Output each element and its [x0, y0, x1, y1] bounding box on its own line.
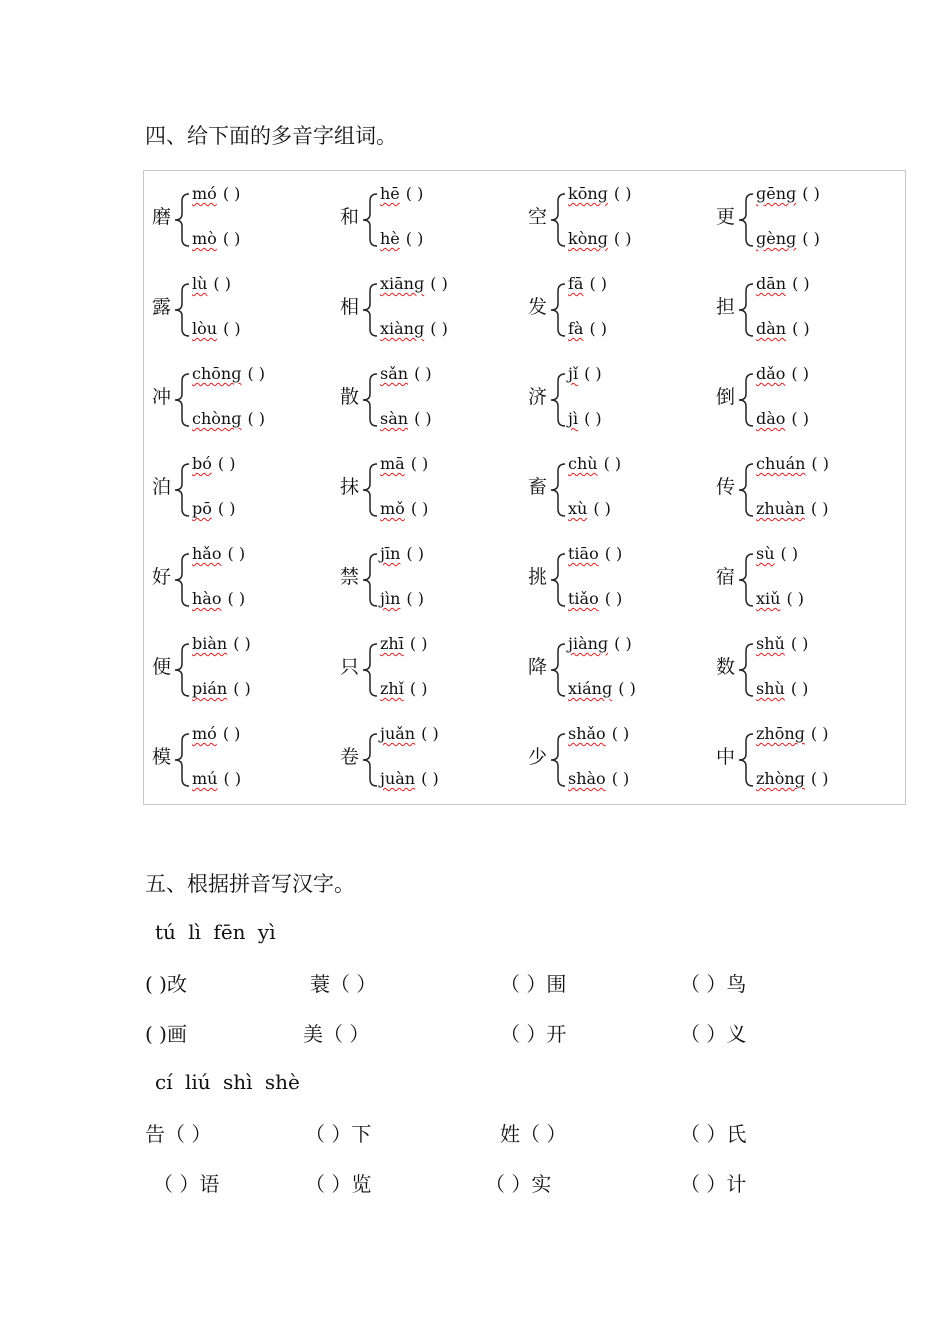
polyphone-cell	[146, 443, 334, 533]
answer-blank[interactable]: ( )	[421, 769, 439, 788]
reading-line	[756, 364, 809, 383]
pinyin-reading: mó	[192, 184, 217, 203]
pinyin-reading: dān	[756, 274, 787, 293]
polyphone-char: 担	[716, 296, 736, 318]
polyphone-char: 更	[716, 206, 736, 228]
answer-blank[interactable]: ( )	[810, 724, 829, 743]
polyphone-cell	[334, 443, 522, 533]
polyphone-cell	[146, 353, 334, 443]
polyphone-cell	[710, 533, 898, 623]
reading-line	[380, 229, 423, 248]
reading-line	[192, 274, 231, 293]
reading-line	[756, 184, 820, 203]
polyphone-cell	[710, 623, 898, 713]
reading-line	[568, 319, 607, 338]
polyphone-char: 济	[528, 386, 548, 408]
polyphone-char: 中	[716, 746, 736, 768]
answer-blank[interactable]: ( )	[227, 544, 246, 563]
reading-line	[756, 319, 810, 338]
answer-blank[interactable]: ( )	[421, 724, 439, 743]
reading-line	[756, 769, 829, 788]
answer-blank[interactable]: ( )	[217, 454, 236, 473]
answer-blank[interactable]: ( )	[780, 544, 799, 563]
pinyin-reading: jiànɡ	[568, 634, 609, 653]
reading-line	[568, 769, 629, 788]
polyphone-char: 模	[152, 746, 172, 768]
polyphone-cell	[522, 263, 710, 353]
answer-blank[interactable]: ( )	[810, 499, 829, 518]
answer-blank[interactable]: ( )	[786, 589, 805, 608]
answer-blank[interactable]: ( )	[222, 184, 241, 203]
pinyin-reading: zhī	[380, 634, 404, 653]
pinyin-reading: ɡènɡ	[756, 229, 797, 248]
polyphone-char: 降	[528, 656, 548, 678]
blank-item[interactable]: （ ）览	[305, 1172, 372, 1196]
polyphone-char: 便	[152, 656, 172, 678]
answer-blank[interactable]: ( )	[233, 634, 251, 653]
brace-icon	[361, 192, 379, 248]
polyphone-cell	[710, 263, 898, 353]
polyphone-cell	[522, 173, 710, 263]
polyphone-cell	[710, 173, 898, 263]
polyphone-cell	[522, 443, 710, 533]
section4-title: 四、给下面的多音字组词。	[145, 124, 397, 148]
brace-icon	[361, 642, 379, 698]
brace-icon	[737, 192, 755, 248]
polyphone-cell	[334, 713, 522, 803]
reading-line	[192, 319, 241, 338]
answer-blank[interactable]: ( )	[584, 364, 602, 383]
answer-blank[interactable]: ( )	[223, 319, 241, 338]
reading-line	[756, 229, 820, 248]
reading-line	[568, 544, 622, 563]
pinyin-reading: dào	[756, 409, 786, 428]
reading-line	[192, 679, 251, 698]
blank-item[interactable]: （ ）围	[500, 972, 567, 996]
blank-item[interactable]: （ ）下	[305, 1122, 372, 1146]
reading-line	[380, 499, 428, 518]
brace-icon	[173, 192, 191, 248]
brace-icon	[737, 282, 755, 338]
pinyin-reading: shǎo	[568, 724, 606, 743]
polyphone-cell	[522, 353, 710, 443]
pinyin-reading: juǎn	[380, 724, 416, 743]
polyphone-grid	[143, 170, 906, 805]
polyphone-cell	[522, 713, 710, 803]
answer-blank[interactable]: ( )	[604, 544, 623, 563]
polyphone-cell	[710, 443, 898, 533]
answer-blank[interactable]: ( )	[233, 679, 251, 698]
pinyin-reading: kōnɡ	[568, 184, 608, 203]
answer-blank[interactable]: ( )	[604, 589, 623, 608]
pinyin-reading: hào	[192, 589, 222, 608]
answer-blank[interactable]: ( )	[406, 544, 424, 563]
pinyin-row-2: cí liú shì shè	[155, 1070, 300, 1094]
reading-line	[380, 454, 428, 473]
reading-line	[380, 319, 448, 338]
brace-icon	[173, 732, 191, 788]
pinyin-reading: zhōnɡ	[756, 724, 805, 743]
polyphone-char: 抹	[340, 476, 360, 498]
blank-item[interactable]: （ ）计	[680, 1172, 747, 1196]
polyphone-cell	[146, 533, 334, 623]
reading-line	[568, 499, 611, 518]
pinyin-reading: jì	[568, 409, 579, 428]
polyphone-char: 空	[528, 206, 548, 228]
answer-blank[interactable]: ( )	[589, 274, 608, 293]
polyphone-char: 挑	[528, 566, 548, 588]
pinyin-reading: sù	[756, 544, 775, 563]
reading-line	[568, 229, 631, 248]
reading-line	[380, 769, 439, 788]
brace-icon	[549, 552, 567, 608]
polyphone-cell	[334, 533, 522, 623]
polyphone-char: 传	[716, 476, 736, 498]
reading-line	[192, 499, 235, 518]
answer-blank[interactable]: ( )	[414, 364, 432, 383]
pinyin-reading: kònɡ	[568, 229, 608, 248]
brace-icon	[361, 372, 379, 428]
blank-item[interactable]: （ ）开	[500, 1022, 567, 1046]
blank-item[interactable]: （ ）实	[485, 1172, 552, 1196]
pinyin-reading: zhuàn	[756, 499, 805, 518]
pinyin-reading: xiànɡ	[380, 319, 425, 338]
reading-line	[756, 544, 798, 563]
blank-item[interactable]: ( )改	[145, 972, 187, 996]
pinyin-reading: jǐ	[568, 364, 579, 383]
reading-line	[756, 409, 809, 428]
reading-line	[756, 499, 828, 518]
pinyin-reading: mā	[380, 454, 405, 473]
pinyin-reading: chōnɡ	[192, 364, 242, 383]
answer-blank[interactable]: ( )	[223, 769, 242, 788]
brace-icon	[737, 642, 755, 698]
brace-icon	[549, 372, 567, 428]
pinyin-reading: chuán	[756, 454, 806, 473]
reading-line	[568, 679, 636, 698]
polyphone-cell	[146, 623, 334, 713]
answer-blank[interactable]: ( )	[227, 589, 246, 608]
reading-line	[756, 454, 829, 473]
answer-blank[interactable]: ( )	[790, 679, 809, 698]
polyphone-char: 发	[528, 296, 548, 318]
polyphone-char: 冲	[152, 386, 172, 408]
answer-blank[interactable]: ( )	[802, 184, 820, 203]
polyphone-char: 散	[340, 386, 360, 408]
polyphone-char: 倒	[716, 386, 736, 408]
answer-blank[interactable]: ( )	[593, 499, 611, 518]
answer-blank[interactable]: ( )	[213, 274, 231, 293]
blank-item[interactable]: （ ）氏	[680, 1122, 747, 1146]
section5-title: 五、根据拼音写汉字。	[145, 872, 355, 896]
answer-blank[interactable]: ( )	[790, 634, 809, 653]
pinyin-reading: shào	[568, 769, 606, 788]
polyphone-cell	[334, 173, 522, 263]
pinyin-reading: shù	[756, 679, 785, 698]
polyphone-char: 宿	[716, 566, 736, 588]
reading-line	[380, 634, 427, 653]
answer-blank[interactable]: ( )	[406, 589, 424, 608]
pinyin-reading: mó	[192, 724, 217, 743]
polyphone-cell	[146, 263, 334, 353]
blank-item[interactable]: 姓（ ）	[500, 1122, 567, 1146]
reading-line	[192, 229, 240, 248]
brace-icon	[361, 282, 379, 338]
answer-blank[interactable]: ( )	[222, 229, 241, 248]
answer-blank[interactable]: ( )	[810, 769, 829, 788]
polyphone-cell	[710, 713, 898, 803]
pinyin-reading: jìn	[380, 589, 401, 608]
blank-item[interactable]: （ ）语	[153, 1172, 220, 1196]
answer-blank[interactable]: ( )	[409, 634, 428, 653]
pinyin-reading: mú	[192, 769, 218, 788]
polyphone-cell	[522, 623, 710, 713]
answer-blank[interactable]: ( )	[247, 364, 266, 383]
answer-blank[interactable]: ( )	[217, 499, 236, 518]
blank-item[interactable]: 告（ ）	[145, 1122, 212, 1146]
reading-line	[568, 724, 629, 743]
pinyin-reading: dàn	[756, 319, 787, 338]
brace-icon	[549, 282, 567, 338]
answer-blank[interactable]: ( )	[791, 364, 809, 383]
reading-line	[380, 544, 424, 563]
reading-line	[756, 634, 808, 653]
answer-blank[interactable]: ( )	[405, 229, 424, 248]
answer-blank[interactable]: ( )	[802, 229, 820, 248]
reading-line	[380, 409, 432, 428]
blank-item[interactable]: ( )画	[145, 1022, 187, 1046]
reading-line	[756, 589, 804, 608]
pinyin-reading: juàn	[380, 769, 416, 788]
reading-line	[192, 409, 265, 428]
reading-line	[192, 184, 240, 203]
blank-item[interactable]: （ ）义	[680, 1022, 747, 1046]
blank-item[interactable]: 蓑（ ）	[310, 972, 377, 996]
pinyin-reading: lòu	[192, 319, 218, 338]
answer-blank[interactable]: ( )	[430, 319, 448, 338]
brace-icon	[173, 282, 191, 338]
answer-blank[interactable]: ( )	[791, 409, 809, 428]
pinyin-reading: dǎo	[756, 364, 786, 383]
answer-blank[interactable]: ( )	[430, 274, 448, 293]
reading-line	[756, 274, 810, 293]
polyphone-cell	[334, 263, 522, 353]
polyphone-cell	[146, 713, 334, 803]
answer-blank[interactable]: ( )	[811, 454, 829, 473]
reading-line	[380, 589, 424, 608]
brace-icon	[361, 732, 379, 788]
polyphone-cell	[334, 623, 522, 713]
reading-line	[756, 679, 808, 698]
answer-blank[interactable]: ( )	[611, 769, 630, 788]
reading-line	[380, 364, 432, 383]
polyphone-char: 和	[340, 206, 360, 228]
polyphone-char: 好	[152, 566, 172, 588]
pinyin-reading: chù	[568, 454, 598, 473]
polyphone-cell	[710, 353, 898, 443]
answer-blank[interactable]: ( )	[409, 679, 428, 698]
blank-item[interactable]: （ ）鸟	[680, 972, 747, 996]
brace-icon	[737, 732, 755, 788]
polyphone-cell	[334, 353, 522, 443]
answer-blank[interactable]: ( )	[410, 499, 429, 518]
answer-blank[interactable]: ( )	[792, 319, 810, 338]
polyphone-char: 只	[340, 656, 360, 678]
pinyin-reading: bó	[192, 454, 212, 473]
pinyin-reading: tiāo	[568, 544, 599, 563]
brace-icon	[737, 372, 755, 428]
pinyin-reading: pián	[192, 679, 228, 698]
polyphone-char: 泊	[152, 476, 172, 498]
pinyin-reading: xù	[568, 499, 588, 518]
brace-icon	[549, 192, 567, 248]
reading-line	[568, 364, 602, 383]
answer-blank[interactable]: ( )	[611, 724, 630, 743]
pinyin-reading: chònɡ	[192, 409, 242, 428]
brace-icon	[173, 552, 191, 608]
pinyin-reading: tiǎo	[568, 589, 599, 608]
pinyin-reading: jīn	[380, 544, 401, 563]
brace-icon	[737, 462, 755, 518]
answer-blank[interactable]: ( )	[405, 184, 424, 203]
answer-blank[interactable]: ( )	[613, 184, 632, 203]
reading-line	[568, 589, 622, 608]
reading-line	[380, 184, 423, 203]
reading-line	[192, 724, 240, 743]
reading-line	[568, 274, 607, 293]
answer-blank[interactable]: ( )	[584, 409, 602, 428]
polyphone-char: 禁	[340, 566, 360, 588]
reading-line	[380, 274, 448, 293]
polyphone-char: 卷	[340, 746, 360, 768]
answer-blank[interactable]: ( )	[613, 229, 632, 248]
pinyin-reading: ɡēnɡ	[756, 184, 797, 203]
brace-icon	[549, 732, 567, 788]
reading-line	[756, 724, 829, 743]
pinyin-reading: fā	[568, 274, 584, 293]
pinyin-reading: mò	[192, 229, 217, 248]
polyphone-char: 数	[716, 656, 736, 678]
answer-blank[interactable]: ( )	[589, 319, 608, 338]
brace-icon	[737, 552, 755, 608]
polyphone-char: 少	[528, 746, 548, 768]
pinyin-reading: zhònɡ	[756, 769, 805, 788]
pinyin-reading: xiánɡ	[568, 679, 613, 698]
brace-icon	[549, 462, 567, 518]
brace-icon	[173, 462, 191, 518]
reading-line	[192, 454, 235, 473]
answer-blank[interactable]: ( )	[414, 409, 432, 428]
reading-line	[568, 454, 621, 473]
pinyin-reading: xiǔ	[756, 589, 781, 608]
pinyin-reading: mǒ	[380, 499, 405, 518]
reading-line	[380, 679, 427, 698]
polyphone-cell	[522, 533, 710, 623]
pinyin-reading: hē	[380, 184, 400, 203]
answer-blank[interactable]: ( )	[618, 679, 636, 698]
reading-line	[192, 364, 265, 383]
reading-line	[380, 724, 439, 743]
polyphone-char: 畜	[528, 476, 548, 498]
answer-blank[interactable]: ( )	[410, 454, 429, 473]
polyphone-char: 磨	[152, 206, 172, 228]
pinyin-reading: fà	[568, 319, 584, 338]
answer-blank[interactable]: ( )	[614, 634, 632, 653]
reading-line	[568, 409, 602, 428]
pinyin-row-1: tú lì fēn yì	[155, 920, 276, 944]
brace-icon	[549, 642, 567, 698]
polyphone-char: 相	[340, 296, 360, 318]
reading-line	[192, 634, 251, 653]
answer-blank[interactable]: ( )	[792, 274, 810, 293]
reading-line	[192, 769, 241, 788]
pinyin-reading: lù	[192, 274, 208, 293]
polyphone-char: 露	[152, 296, 172, 318]
reading-line	[192, 544, 245, 563]
brace-icon	[361, 552, 379, 608]
pinyin-reading: biàn	[192, 634, 228, 653]
brace-icon	[361, 462, 379, 518]
pinyin-reading: zhǐ	[380, 679, 404, 698]
reading-line	[192, 589, 245, 608]
reading-line	[568, 184, 631, 203]
polyphone-cell	[146, 173, 334, 263]
pinyin-reading: sǎn	[380, 364, 409, 383]
reading-line	[568, 634, 632, 653]
pinyin-reading: hǎo	[192, 544, 222, 563]
pinyin-reading: hè	[380, 229, 400, 248]
brace-icon	[173, 372, 191, 428]
blank-item[interactable]: 美（ ）	[303, 1022, 370, 1046]
answer-blank[interactable]: ( )	[247, 409, 266, 428]
pinyin-reading: pō	[192, 499, 212, 518]
pinyin-reading: xiānɡ	[380, 274, 425, 293]
pinyin-reading: sàn	[380, 409, 409, 428]
answer-blank[interactable]: ( )	[222, 724, 241, 743]
answer-blank[interactable]: ( )	[603, 454, 622, 473]
brace-icon	[173, 642, 191, 698]
pinyin-reading: shǔ	[756, 634, 785, 653]
